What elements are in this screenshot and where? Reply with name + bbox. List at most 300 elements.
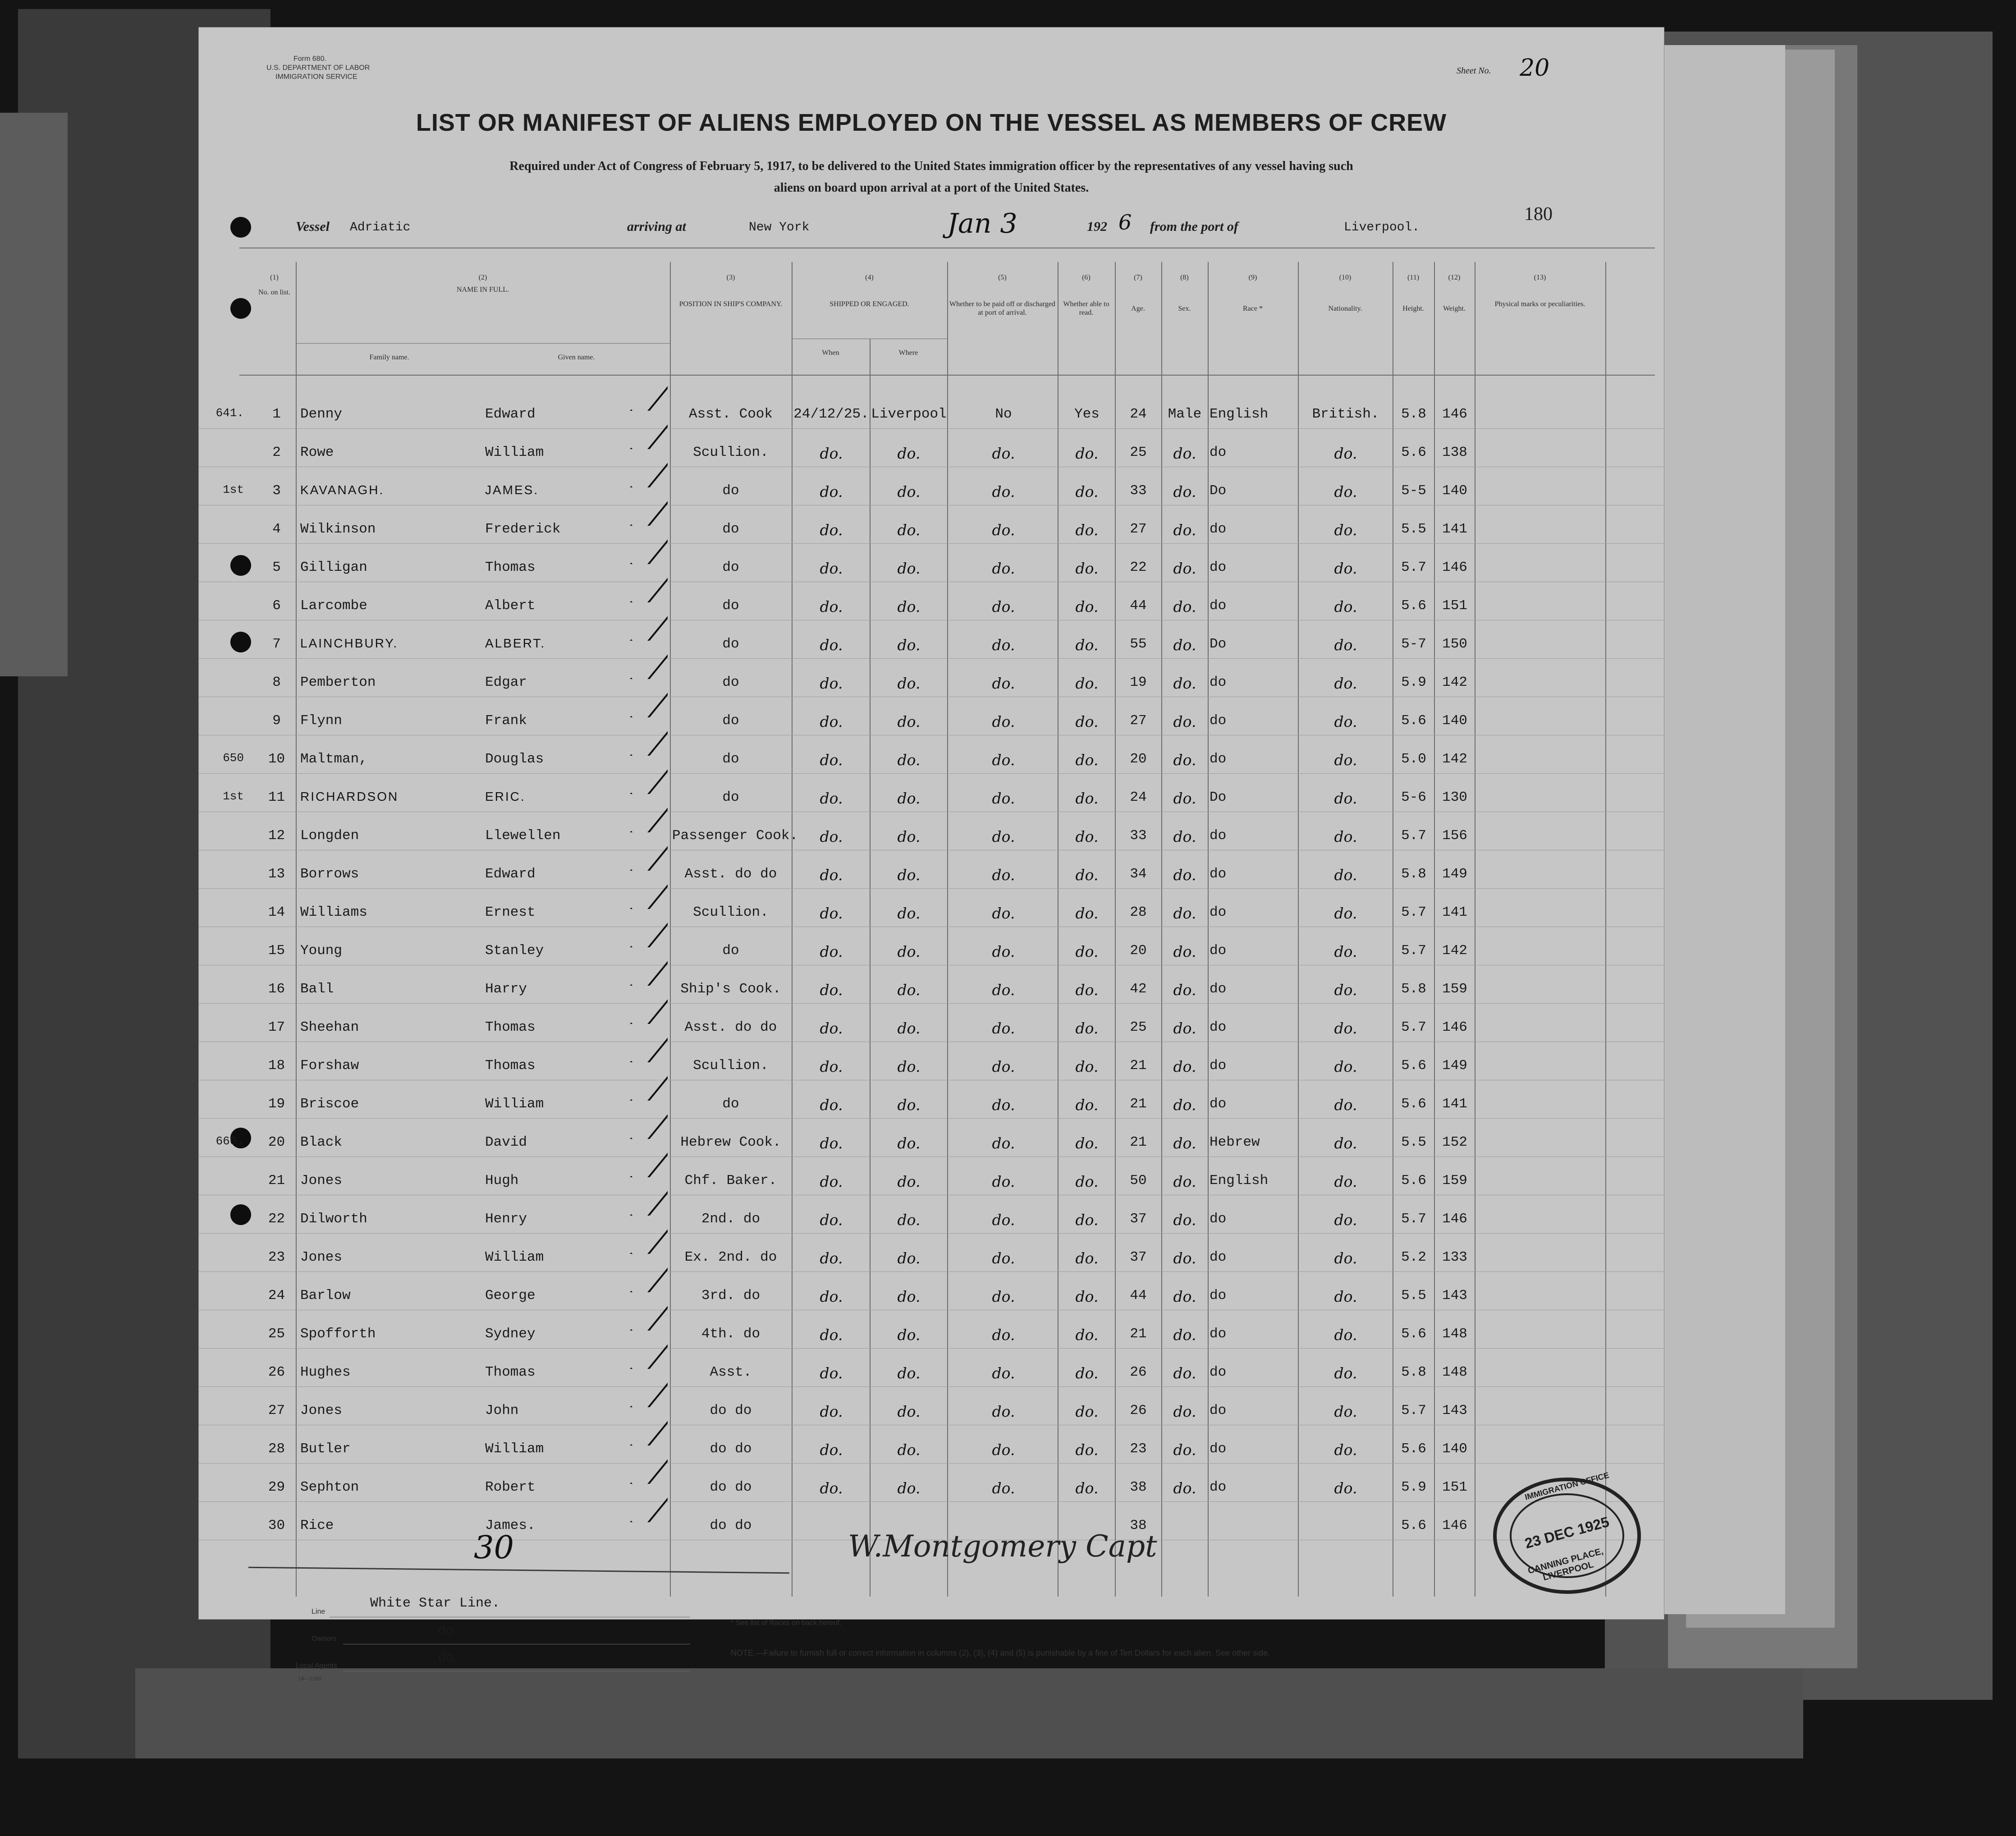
check-mark <box>627 1256 668 1292</box>
cell-sex: do. <box>1173 521 1196 539</box>
cell-no: 5 <box>272 560 281 575</box>
table-row <box>199 929 1664 968</box>
cell-family: RICHARDSON <box>300 789 399 803</box>
cell-position: do <box>722 483 739 499</box>
cell-no: 26 <box>268 1364 285 1380</box>
cell-position: do <box>722 713 739 729</box>
cell-age: 25 <box>1130 445 1147 460</box>
cell-position: do <box>722 675 739 690</box>
cell-nationality: do. <box>1334 866 1357 884</box>
cell-when: do. <box>820 1134 843 1152</box>
cell-nationality: do. <box>1334 1403 1357 1420</box>
cell-height: 5.6 <box>1401 1518 1426 1533</box>
check-mark <box>627 950 668 986</box>
cell-sex: do. <box>1173 904 1196 922</box>
cell-family: LAINCHBURY. <box>300 636 399 650</box>
cell-given: Stanley <box>485 943 544 959</box>
crew-table <box>199 28 1664 1606</box>
cell-weight: 146 <box>1442 1211 1467 1227</box>
cell-where: do. <box>897 1479 921 1497</box>
cell-race: do <box>1210 1364 1227 1380</box>
cell-nationality: do. <box>1334 1058 1357 1075</box>
cell-sex: do. <box>1173 1326 1196 1344</box>
cell-read: do. <box>1075 1364 1099 1382</box>
cell-read: do. <box>1075 713 1099 730</box>
cell-position: Scullion. <box>693 1058 769 1074</box>
cell-position: do <box>722 789 739 805</box>
table-row <box>199 431 1664 469</box>
from-port-label: from the port of <box>1150 219 1238 234</box>
check-mark <box>627 1486 668 1522</box>
check-mark <box>627 758 668 794</box>
table-row <box>199 546 1664 584</box>
cell-when: do. <box>820 713 843 730</box>
margin-note: 641. <box>215 406 244 420</box>
check-mark <box>627 566 668 602</box>
cell-age: 27 <box>1130 521 1147 537</box>
cell-where: do. <box>897 751 921 769</box>
cell-position: Asst. <box>710 1364 752 1380</box>
cell-age: 21 <box>1130 1326 1147 1342</box>
cell-read: do. <box>1075 560 1099 577</box>
year-digit: 6 <box>1118 210 1132 234</box>
cell-position: Scullion. <box>693 445 769 460</box>
cell-height: 5.5 <box>1401 1134 1426 1150</box>
page-number: 180 <box>1524 204 1553 225</box>
cell-when: do. <box>820 636 843 654</box>
cell-sex: do. <box>1173 1441 1196 1459</box>
cell-nationality: do. <box>1334 445 1357 462</box>
cell-height: 5.6 <box>1401 1096 1426 1112</box>
cell-race: do <box>1210 828 1227 844</box>
cell-nationality: do. <box>1334 1173 1357 1190</box>
cell-race: Do <box>1210 789 1227 805</box>
cell-age: 21 <box>1130 1134 1147 1150</box>
cell-family: Ball <box>300 981 334 997</box>
cell-height: 5.0 <box>1401 751 1426 767</box>
cell-sex: do. <box>1173 828 1196 845</box>
cell-nationality: do. <box>1334 981 1357 999</box>
cell-family: Wilkinson <box>300 521 376 537</box>
cell-weight: 146 <box>1442 1518 1467 1533</box>
cell-height: 5.7 <box>1401 1403 1426 1418</box>
cell-weight: 149 <box>1442 1058 1467 1074</box>
subheader-when: When <box>822 349 839 357</box>
cell-race: do <box>1210 1288 1227 1304</box>
cell-weight: 159 <box>1442 1173 1467 1189</box>
cell-no: 12 <box>268 828 285 844</box>
cell-nationality: do. <box>1334 1288 1357 1305</box>
cell-where: Liverpool <box>871 406 947 422</box>
cell-no: 22 <box>268 1211 285 1227</box>
cell-race: Do <box>1210 636 1227 652</box>
cell-where: do. <box>897 904 921 922</box>
cell-age: 19 <box>1130 675 1147 690</box>
cell-read: do. <box>1075 1288 1099 1305</box>
cell-paid-off: do. <box>992 789 1015 807</box>
cell-family: Rice <box>300 1518 334 1533</box>
cell-nationality: do. <box>1334 483 1357 500</box>
cell-family: Butler <box>300 1441 351 1457</box>
cell-when: do. <box>820 828 843 845</box>
table-row <box>199 891 1664 929</box>
cell-paid-off: do. <box>992 1403 1015 1420</box>
cell-given: Albert <box>485 598 536 614</box>
cell-height: 5-5 <box>1401 483 1426 499</box>
immigration-stamp <box>1490 1470 1644 1599</box>
cell-position: Passenger Cook. <box>672 828 798 844</box>
cell-when: do. <box>820 1096 843 1114</box>
form-number: Form 680. <box>293 55 326 63</box>
cell-where: do. <box>897 1058 921 1075</box>
cell-family: Spofforth <box>300 1326 376 1342</box>
cell-nationality: do. <box>1334 1364 1357 1382</box>
stamp-address: CANNING PLACE, LIVERPOOL <box>1526 1546 1604 1583</box>
cell-height: 5.6 <box>1401 1173 1426 1189</box>
cell-family: Pemberton <box>300 675 376 690</box>
cell-position: Asst. do do <box>684 866 777 882</box>
cell-weight: 143 <box>1442 1403 1467 1418</box>
cell-age: 20 <box>1130 751 1147 767</box>
cell-where: do. <box>897 1326 921 1344</box>
check-mark <box>627 1333 668 1369</box>
cell-where: do. <box>897 1441 921 1459</box>
cell-family: Jones <box>300 1173 343 1189</box>
cell-read: do. <box>1075 1058 1099 1075</box>
background-page-strip <box>0 113 68 676</box>
cell-race: do <box>1210 1096 1227 1112</box>
cell-race: do <box>1210 904 1227 920</box>
cell-sex: do. <box>1173 1019 1196 1037</box>
cell-height: 5.7 <box>1401 943 1426 959</box>
cell-race: do <box>1210 1441 1227 1457</box>
cell-height: 5.8 <box>1401 406 1426 422</box>
margin-note: 660. <box>215 1134 244 1148</box>
cell-no: 14 <box>268 904 285 920</box>
cell-family: Sephton <box>300 1479 359 1495</box>
table-row <box>199 968 1664 1006</box>
form-code: 14—1260 <box>298 1675 322 1682</box>
cell-no: 6 <box>272 598 281 614</box>
cell-where: do. <box>897 598 921 615</box>
cell-given: Thomas <box>485 560 536 575</box>
cell-height: 5.9 <box>1401 675 1426 690</box>
cell-race: do <box>1210 943 1227 959</box>
cell-weight: 141 <box>1442 904 1467 920</box>
cell-when: do. <box>820 1326 843 1344</box>
cell-where: do. <box>897 1249 921 1267</box>
cell-family: Black <box>300 1134 343 1150</box>
cell-read: do. <box>1075 598 1099 615</box>
cell-paid-off: do. <box>992 1134 1015 1152</box>
check-mark <box>627 1371 668 1407</box>
cell-height: 5.7 <box>1401 1019 1426 1035</box>
cell-read: do. <box>1075 521 1099 539</box>
cell-given: Frank <box>485 713 527 729</box>
cell-nationality: do. <box>1334 560 1357 577</box>
cell-weight: 146 <box>1442 406 1467 422</box>
cell-nationality: do. <box>1334 1249 1357 1267</box>
cell-given: Robert <box>485 1479 536 1495</box>
check-mark <box>627 1409 668 1446</box>
cell-read: do. <box>1075 789 1099 807</box>
department-name: U.S. DEPARTMENT OF LABOR <box>266 64 370 72</box>
cell-paid-off: do. <box>992 445 1015 462</box>
column-number: (11) <box>1407 274 1420 281</box>
check-mark <box>627 835 668 871</box>
cell-read: do. <box>1075 981 1099 999</box>
cell-height: 5.2 <box>1401 1249 1426 1265</box>
cell-when: do. <box>820 521 843 539</box>
cell-family: Jones <box>300 1403 343 1418</box>
cell-sex: do. <box>1173 1364 1196 1382</box>
table-row <box>199 853 1664 891</box>
cell-no: 18 <box>268 1058 285 1074</box>
cell-weight: 146 <box>1442 560 1467 575</box>
cell-age: 38 <box>1130 1479 1147 1495</box>
cell-position: 3rd. do <box>701 1288 761 1304</box>
cell-nationality: do. <box>1334 1479 1357 1497</box>
cell-read: do. <box>1075 943 1099 960</box>
cell-nationality: do. <box>1334 828 1357 845</box>
table-row <box>199 1083 1664 1121</box>
cell-position: do <box>722 943 739 959</box>
cell-paid-off: do. <box>992 1479 1015 1497</box>
cell-where: do. <box>897 560 921 577</box>
column-number: (13) <box>1534 274 1546 281</box>
cell-read: do. <box>1075 1019 1099 1037</box>
cell-read: do. <box>1075 636 1099 654</box>
cell-weight: 159 <box>1442 981 1467 997</box>
cell-paid-off: do. <box>992 981 1015 999</box>
cell-family: Briscoe <box>300 1096 359 1112</box>
cell-read: do. <box>1075 483 1099 500</box>
check-mark <box>627 605 668 641</box>
cell-nationality: do. <box>1334 751 1357 769</box>
cell-read: do. <box>1075 751 1099 769</box>
cell-read: do. <box>1075 866 1099 884</box>
cell-no: 28 <box>268 1441 285 1457</box>
cell-when: do. <box>820 560 843 577</box>
vessel-label: Vessel <box>296 219 330 234</box>
column-number: (5) <box>998 274 1007 281</box>
cell-nationality: do. <box>1334 904 1357 922</box>
cell-nationality: do. <box>1334 713 1357 730</box>
cell-nationality: do. <box>1334 636 1357 654</box>
column-number: (6) <box>1082 274 1090 281</box>
cell-age: 22 <box>1130 560 1147 575</box>
cell-race: Hebrew <box>1210 1134 1260 1150</box>
cell-no: 16 <box>268 981 285 997</box>
subtitle-line-1: Required under Act of Congress of February 5, 1917, to be delivered to the United States immigration officer by the representatives of any vessel having such <box>509 159 1353 173</box>
cell-when: do. <box>820 1211 843 1229</box>
cell-where: do. <box>897 1403 921 1420</box>
cell-age: 33 <box>1130 828 1147 844</box>
cell-when: do. <box>820 1019 843 1037</box>
cell-race: do <box>1210 1403 1227 1418</box>
cell-race: do <box>1210 1479 1227 1495</box>
cell-age: 38 <box>1130 1518 1147 1533</box>
cell-race: do <box>1210 713 1227 729</box>
column-number: (8) <box>1180 274 1189 281</box>
cell-weight: 140 <box>1442 713 1467 729</box>
table-row <box>199 1389 1664 1427</box>
cell-paid-off: do. <box>992 1211 1015 1229</box>
cell-read: do. <box>1075 1211 1099 1229</box>
cell-nationality: do. <box>1334 1096 1357 1114</box>
cell-paid-off: do. <box>992 866 1015 884</box>
cell-paid-off: do. <box>992 1364 1015 1382</box>
cell-race: do <box>1210 675 1227 690</box>
captain-signature: W.Montgomery Capt <box>848 1529 1157 1564</box>
cell-sex: do. <box>1173 675 1196 692</box>
cell-given: William <box>485 1096 544 1112</box>
column-label: SHIPPED OR ENGAGED. <box>829 300 909 308</box>
cell-when: do. <box>820 1403 843 1420</box>
table-row <box>199 699 1664 738</box>
cell-where: do. <box>897 675 921 692</box>
column-label: POSITION IN SHIP'S COMPANY. <box>679 300 783 308</box>
cell-when: do. <box>820 445 843 462</box>
cell-position: do <box>722 598 739 614</box>
subheader-given-name: Given name. <box>558 353 595 361</box>
column-label: NAME IN FULL. <box>457 286 509 294</box>
cell-no: 13 <box>268 866 285 882</box>
table-row <box>199 1198 1664 1236</box>
check-mark <box>627 720 668 756</box>
cell-no: 11 <box>268 789 285 805</box>
cell-when: do. <box>820 981 843 999</box>
cell-when: do. <box>820 598 843 615</box>
cell-race: do <box>1210 751 1227 767</box>
agents-value: do <box>438 1651 454 1666</box>
cell-read: do. <box>1075 675 1099 692</box>
cell-when: do. <box>820 1364 843 1382</box>
cell-weight: 143 <box>1442 1288 1467 1304</box>
vessel-name: Adriatic <box>350 220 411 234</box>
cell-given: JAMES. <box>485 483 539 497</box>
cell-given: Thomas <box>485 1019 536 1035</box>
cell-where: do. <box>897 789 921 807</box>
cell-given: Edward <box>485 406 536 422</box>
cell-where: do. <box>897 483 921 500</box>
cell-sex: do. <box>1173 636 1196 654</box>
cell-nationality: do. <box>1334 943 1357 960</box>
column-label: Sex. <box>1178 305 1191 313</box>
cell-weight: 142 <box>1442 751 1467 767</box>
table-row <box>199 1466 1664 1504</box>
cell-age: 55 <box>1130 636 1147 652</box>
cell-given: Frederick <box>485 521 561 537</box>
cell-height: 5.8 <box>1401 1364 1426 1380</box>
cell-position: do <box>722 636 739 652</box>
check-mark <box>627 911 668 947</box>
check-mark <box>627 681 668 717</box>
cell-position: do do <box>710 1441 752 1457</box>
column-number: (12) <box>1448 274 1461 281</box>
cell-sex: do. <box>1173 866 1196 884</box>
cell-weight: 142 <box>1442 675 1467 690</box>
cell-sex: do. <box>1173 1058 1196 1075</box>
cell-weight: 150 <box>1442 636 1467 652</box>
service-name: IMMIGRATION SERVICE <box>275 73 357 81</box>
cell-paid-off: do. <box>992 828 1015 845</box>
table-row <box>199 776 1664 814</box>
owners-label: Owners <box>312 1635 337 1643</box>
cell-age: 50 <box>1130 1173 1147 1189</box>
cell-no: 17 <box>268 1019 285 1035</box>
cell-family: Denny <box>300 406 343 422</box>
cell-height: 5.6 <box>1401 598 1426 614</box>
arrival-date: Jan 3 <box>947 208 1017 239</box>
cell-family: Larcombe <box>300 598 367 614</box>
cell-where: do. <box>897 1134 921 1152</box>
check-mark <box>627 1448 668 1484</box>
cell-weight: 148 <box>1442 1326 1467 1342</box>
cell-age: 24 <box>1130 789 1147 805</box>
table-row <box>199 1236 1664 1274</box>
cell-paid-off: do. <box>992 675 1015 692</box>
cell-no: 24 <box>268 1288 285 1304</box>
table-row <box>199 1121 1664 1159</box>
cell-height: 5.8 <box>1401 866 1426 882</box>
cell-weight: 156 <box>1442 828 1467 844</box>
cell-read: do. <box>1075 1249 1099 1267</box>
table-row <box>199 623 1664 661</box>
cell-no: 10 <box>268 751 285 767</box>
cell-race: do <box>1210 560 1227 575</box>
cell-no: 4 <box>272 521 281 537</box>
column-label: No. on list. <box>258 289 291 297</box>
cell-sex: do. <box>1173 1211 1196 1229</box>
column-number: (3) <box>726 274 735 281</box>
cell-family: Dilworth <box>300 1211 367 1227</box>
cell-family: Hughes <box>300 1364 351 1380</box>
cell-read: do. <box>1075 828 1099 845</box>
cell-nationality: do. <box>1334 675 1357 692</box>
cell-when: do. <box>820 1288 843 1305</box>
cell-no: 21 <box>268 1173 285 1189</box>
check-mark <box>627 1103 668 1139</box>
cell-paid-off: do. <box>992 1096 1015 1114</box>
cell-given: Henry <box>485 1211 527 1227</box>
cell-paid-off: do. <box>992 521 1015 539</box>
cell-weight: 141 <box>1442 521 1467 537</box>
cell-read: do. <box>1075 1441 1099 1459</box>
cell-read: do. <box>1075 1479 1099 1497</box>
column-label: Whether to be paid off or discharged at port of arrival. <box>949 300 1055 317</box>
cell-read: do. <box>1075 1326 1099 1344</box>
cell-when: do. <box>820 1173 843 1190</box>
cell-given: James. <box>485 1518 536 1533</box>
cell-family: Young <box>300 943 343 959</box>
cell-position: Scullion. <box>693 904 769 920</box>
check-mark <box>627 1294 668 1331</box>
table-row <box>199 1044 1664 1083</box>
cell-given: Edward <box>485 866 536 882</box>
cell-height: 5.6 <box>1401 713 1426 729</box>
column-number: (10) <box>1339 274 1352 281</box>
cell-no: 9 <box>272 713 281 729</box>
cell-nationality: do. <box>1334 1326 1357 1344</box>
cell-given: John <box>485 1403 519 1418</box>
column-number: (2) <box>478 274 487 281</box>
cell-given: Llewellen <box>485 828 561 844</box>
cell-age: 27 <box>1130 713 1147 729</box>
column-number: (1) <box>270 274 279 281</box>
cell-sex: do. <box>1173 1403 1196 1420</box>
cell-position: Asst. Cook <box>688 406 773 422</box>
